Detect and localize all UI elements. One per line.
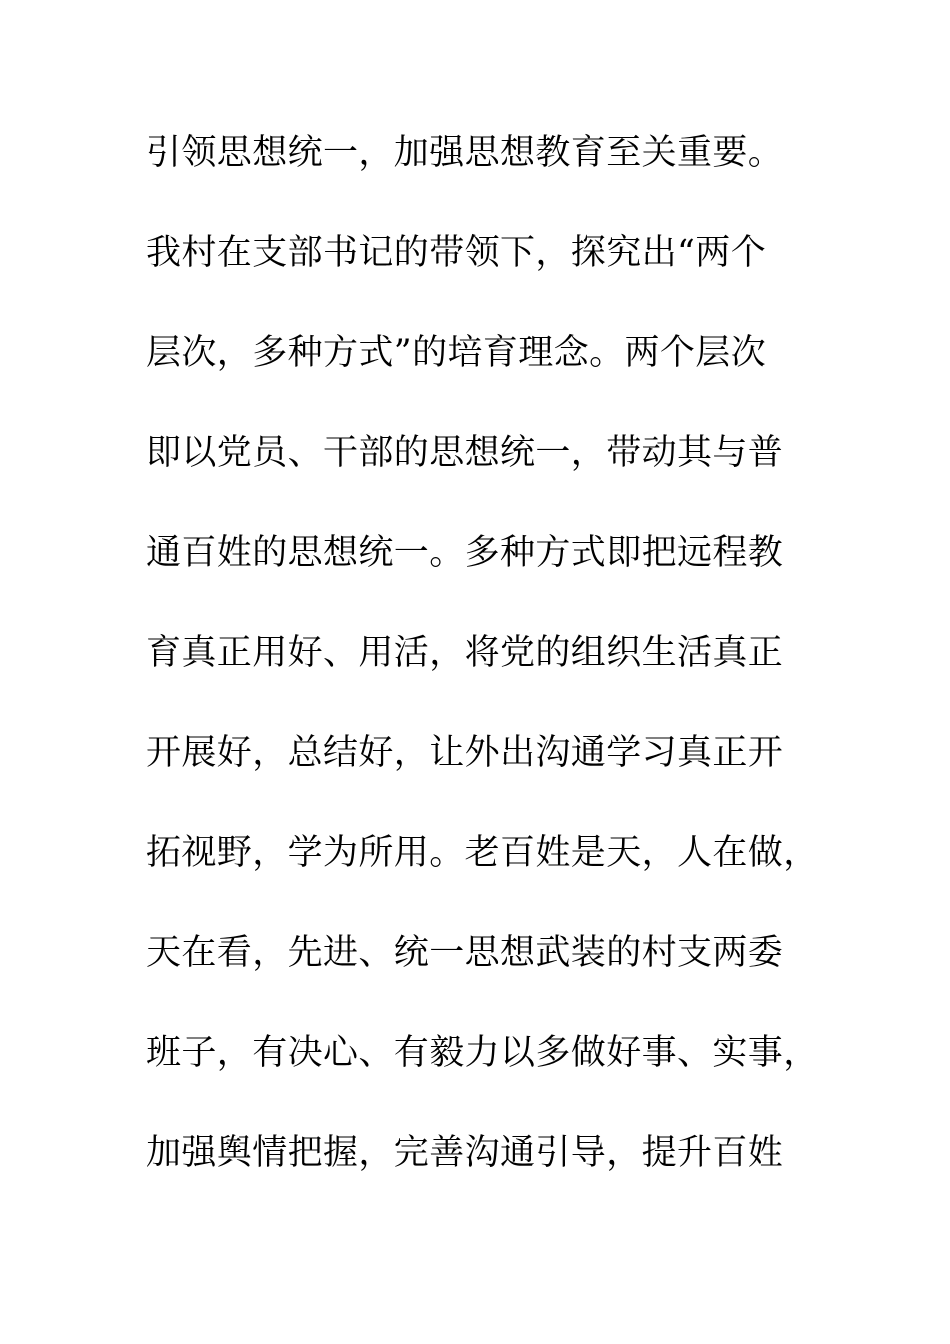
text-line: 即以党员、干部的思想统一，带动其与普: [146, 433, 784, 473]
text-line: 开展好，总结好，让外出沟通学习真正开: [146, 733, 784, 773]
text-line: 班子，有决心、有毅力以多做好事、实事，: [146, 1033, 819, 1073]
text-line: 通百姓的思想统一。多种方式即把远程教: [146, 533, 784, 573]
text-line: 我村在支部书记的带领下，探究出“两个: [146, 233, 767, 273]
text-line: 加强舆情把握，完善沟通引导，提升百姓: [146, 1133, 784, 1173]
text-line: 引领思想统一，加强思想教育至关重要。: [146, 133, 784, 173]
text-line: 育真正用好、用活，将党的组织生活真正: [146, 633, 784, 673]
text-line: 层次，多种方式”的培育理念。两个层次: [146, 333, 767, 373]
text-line: 天在看，先进、统一思想武装的村支两委: [146, 933, 784, 973]
text-line: 拓视野，学为所用。老百姓是天，人在做，: [146, 833, 819, 873]
body-text: [146, 124, 826, 1224]
